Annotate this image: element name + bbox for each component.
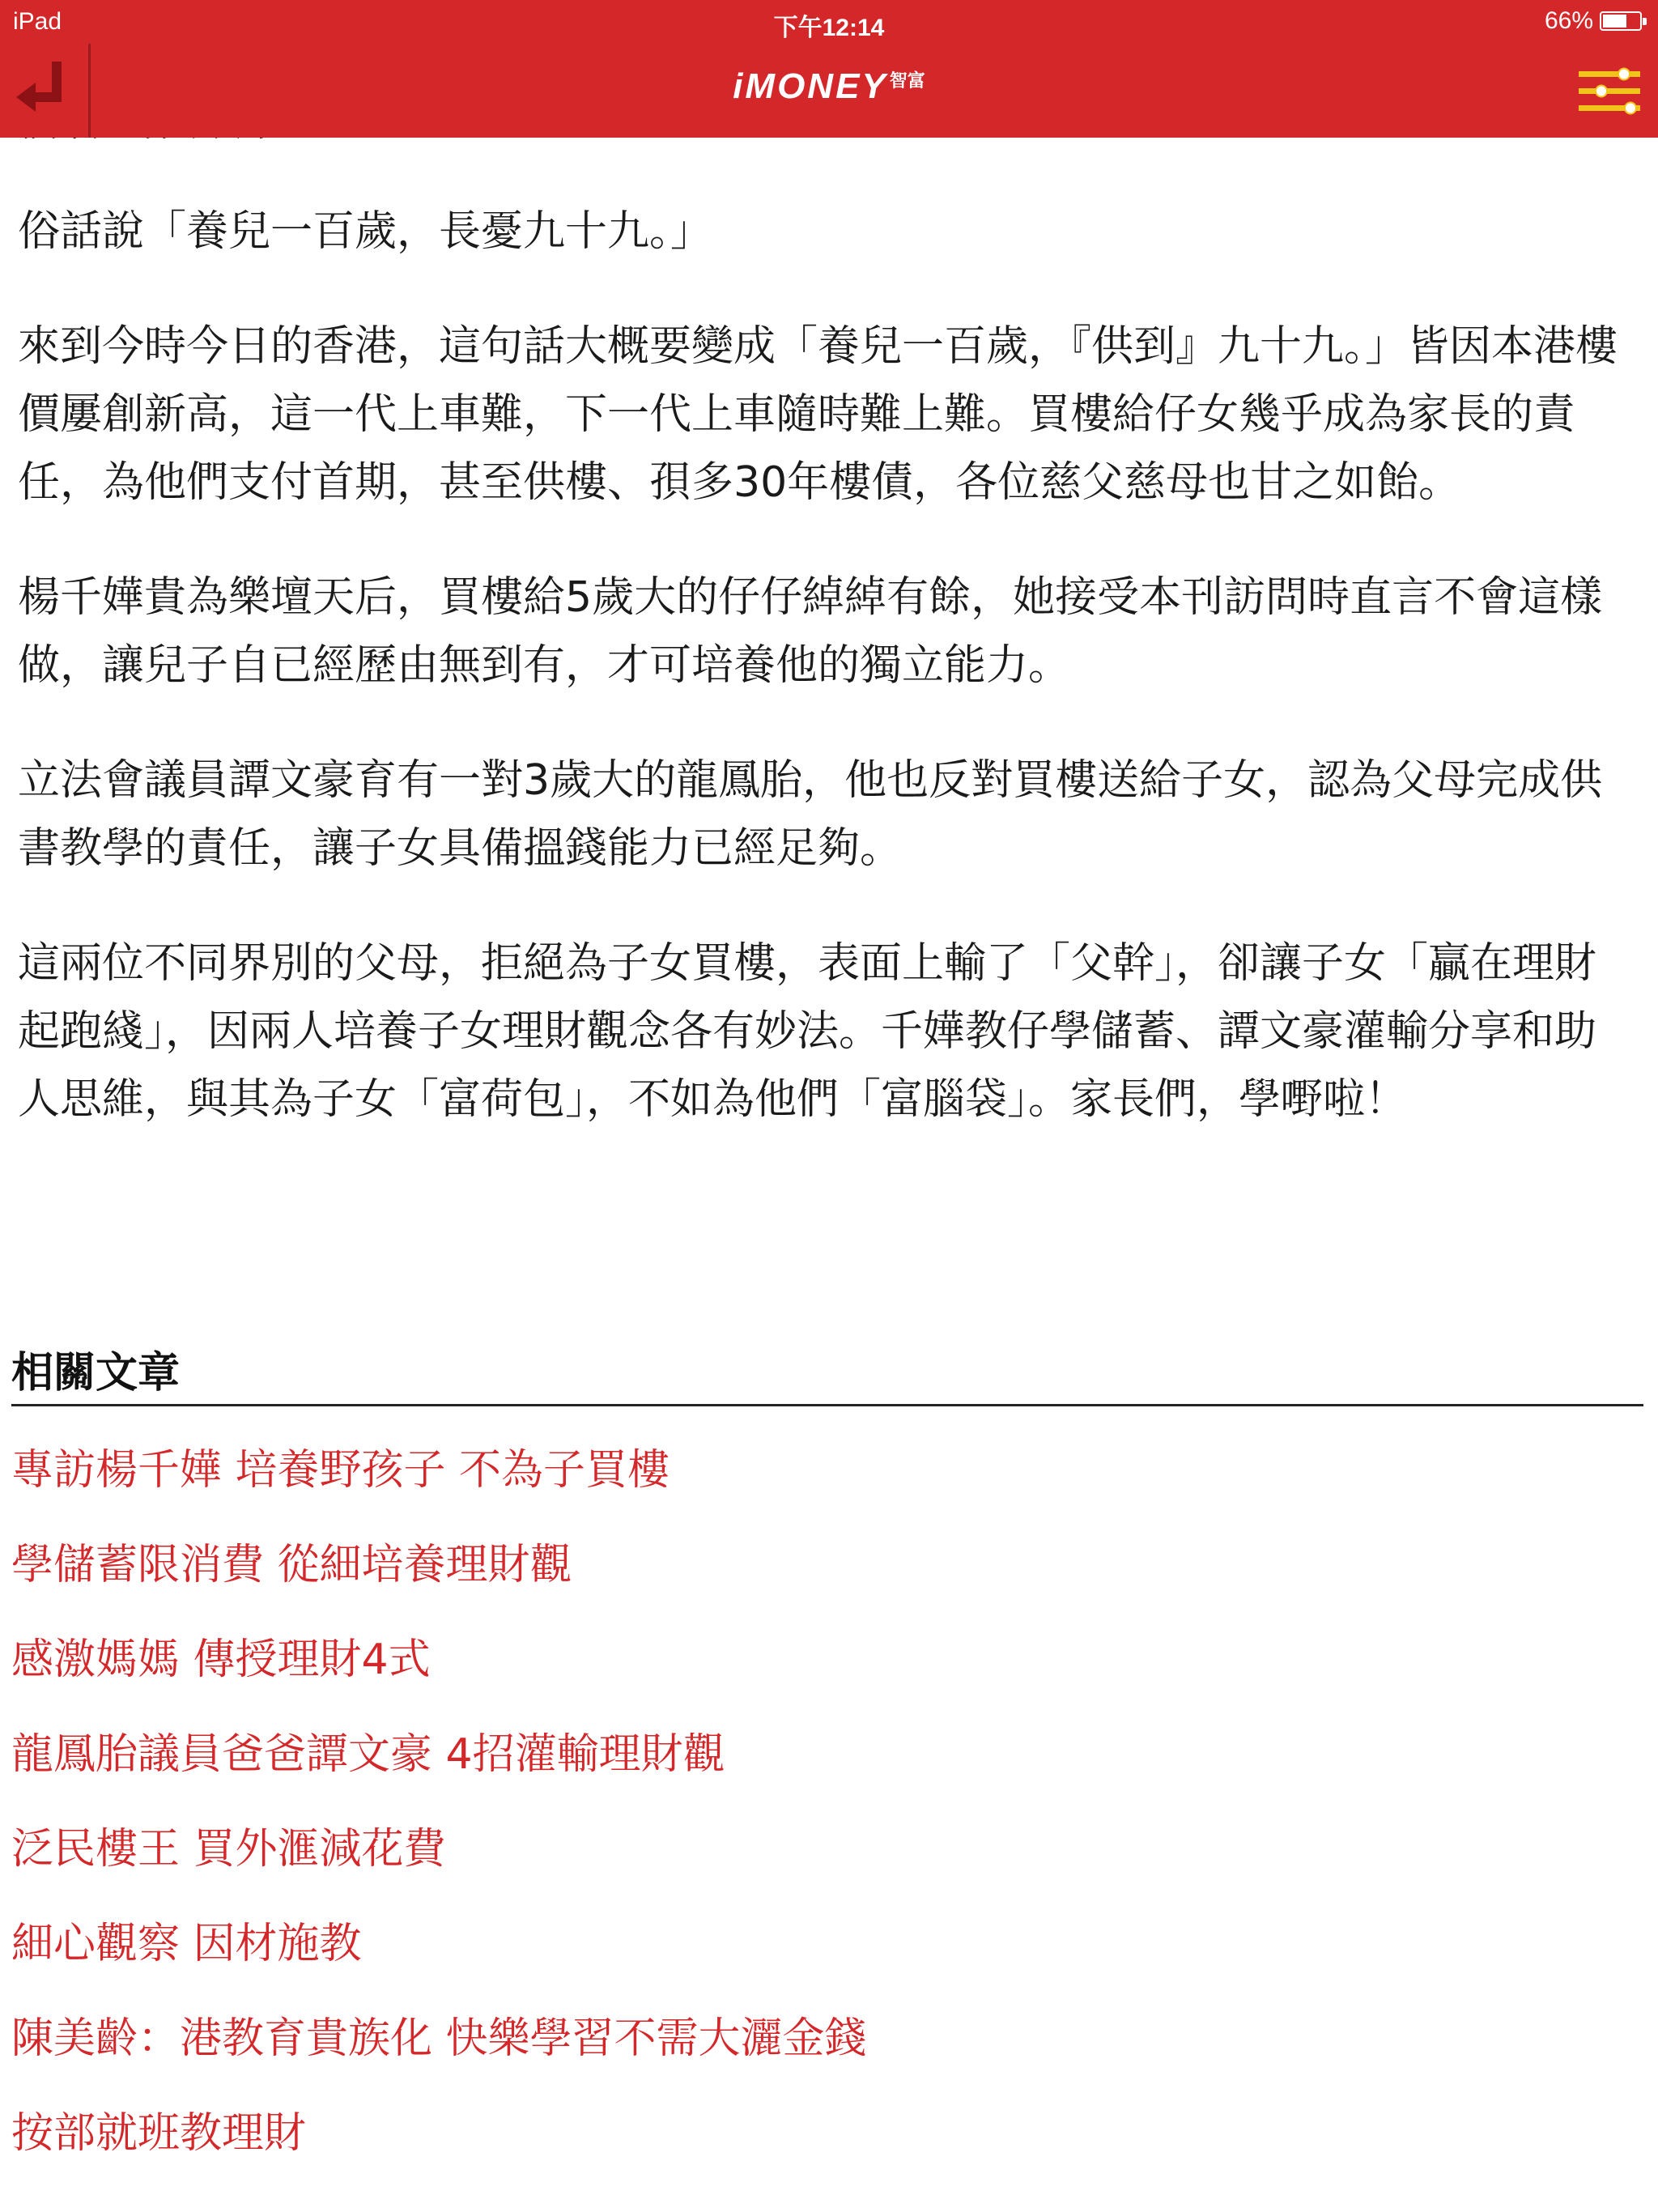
related-link-3[interactable]: 感激媽媽 傳授理財4式 — [11, 1636, 431, 1684]
battery-icon — [1600, 11, 1642, 31]
sliders-icon — [1577, 63, 1642, 120]
article-paragraph-2: 來到今時今日的香港，這句話大概要變成「養兒一百歲，『供到』九十九。」皆因本港樓價屢創新高，這一代上車難，下一代上車隨時難上難。買樓給仔女幾乎成為家長的責任，為他們支付首期，甚至供樓、孭多30年樓債，各位慈父慈母也甘之如飴。 — [18, 322, 1618, 507]
settings-button[interactable] — [1577, 63, 1642, 120]
app-header — [0, 0, 1658, 138]
logo-subtext: 智富 — [889, 70, 925, 91]
related-link-7[interactable]: 陳美齡：港教育貴族化 快樂學習不需大灑金錢 — [11, 2014, 867, 2063]
article-body — [18, 112, 1629, 1134]
related-link-6[interactable]: 細心觀察 因材施教 — [11, 1920, 362, 1968]
article-paragraph-3: 楊千嬅貴為樂壇天后，買樓給5歲大的仔仔綽綽有餘，她接受本刊訪問時直言不會這樣做，讓兒子自已經歷由無到有，才可培養他的獨立能力。 — [18, 573, 1603, 690]
logo-text: iMONEY — [733, 66, 888, 106]
app-logo — [0, 66, 1658, 107]
battery-indicator — [1545, 7, 1642, 35]
related-articles-list — [11, 1423, 1639, 2181]
related-link-4[interactable]: 龍鳳胎議員爸爸譚文豪 4招灌輸理財觀 — [11, 1730, 725, 1779]
article-paragraph-4: 立法會議員譚文豪育有一對3歲大的龍鳳胎，他也反對買樓送給子女，認為父母完成供書教學的責任，讓子女具備搵錢能力已經足夠。 — [18, 756, 1603, 873]
related-link-5[interactable]: 泛民樓王 買外滙減花費 — [11, 1825, 446, 1874]
related-link-2[interactable]: 學儲蓄限消費 從細培養理財觀 — [11, 1541, 572, 1589]
battery-level-fill — [1603, 15, 1626, 28]
related-link-1[interactable]: 專訪楊千嬅 培養野孩子 不為子買樓 — [11, 1446, 670, 1495]
device-label: iPad — [13, 8, 62, 35]
article-paragraph-1: 俗話說「養兒一百歲，長憂九十九。」 — [18, 207, 713, 256]
related-articles-heading: 相關文章 — [11, 1342, 1643, 1406]
related-link-8[interactable]: 按部就班教理財 — [11, 2109, 307, 2158]
status-time: 下午12:14 — [773, 15, 885, 41]
status-bar — [0, 0, 1658, 44]
battery-percent: 66% — [1544, 7, 1593, 34]
article-paragraph-5: 這兩位不同界別的父母，拒絕為子女買樓，表面上輸了「父幹」，卻讓子女「贏在理財起跑綫」，因兩人培養子女理財觀念各有妙法。千嬅教仔學儲蓄、譚文豪灌輸分享和助人思維，與其為子女「富荷包」，不如為他們「富腦袋」。家長們，學嘢啦！ — [18, 939, 1597, 1124]
